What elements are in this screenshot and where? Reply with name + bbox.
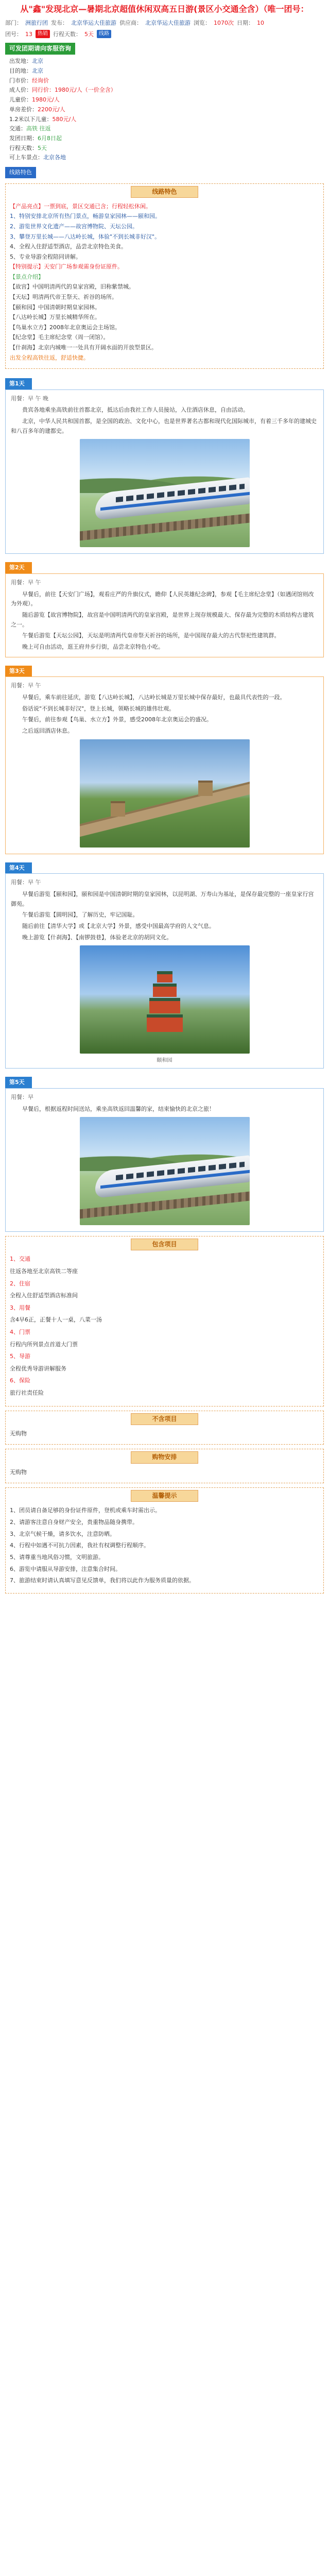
excluded-head: 不含项目 xyxy=(10,1413,319,1425)
date-label: 日期： xyxy=(237,20,254,26)
included-item: 含4早6正，正餐十人一桌，八菜一汤 xyxy=(10,1316,102,1324)
day-paragraph: 之后返回酒店休息。 xyxy=(22,727,73,735)
included-item: 全程入住舒适型酒店标准间 xyxy=(10,1292,78,1299)
included-item: 1、交通 xyxy=(10,1256,30,1263)
info-row: 出发地：北京 xyxy=(9,58,43,65)
included-item: 行程内所列景点首道大门票 xyxy=(10,1341,78,1348)
wall-tower xyxy=(111,801,125,817)
meal-line: 用餐：早 午 xyxy=(11,879,41,886)
info-row: 发团日期：6月8日起 xyxy=(9,134,62,142)
route-feature-bar: 线路特色 xyxy=(5,167,36,178)
day-paragraph: 俗话说"不到长城非好汉"，登上长城，领略长城的雄伟壮观。 xyxy=(22,705,175,712)
info-row: 行程天数：5天 xyxy=(9,144,47,151)
meta-row-1 xyxy=(3,18,326,29)
shopping-box xyxy=(5,1449,324,1483)
code-value: 13 xyxy=(25,30,32,38)
wall-shape xyxy=(80,776,250,838)
included-item: 4、门票 xyxy=(10,1328,30,1335)
day-paragraph: 随后游览【故宫博物院】，故宫是中国明清两代的皇家宫殿，是世界上现存规模最大、保存最为完整的木质结构古建筑之一。 xyxy=(11,612,314,628)
feature-item: 3、攀登万里长城——八达岭长城，体验"不到长城非好汉"。 xyxy=(10,233,161,240)
train-photo xyxy=(80,439,250,547)
day-paragraph: 早餐后游览【颐和园】，颐和园是中国清朝时期的皇家园林，以昆明湖、万寿山为基址，是保存最完整的一座皇家行宫御苑。 xyxy=(11,890,314,907)
meal-line: 用餐：早 午 xyxy=(11,682,41,689)
excluded-box xyxy=(5,1411,324,1445)
info-row: 可上车景点：北京各地 xyxy=(9,154,66,161)
day-paragraph: 午餐后，前往参观【鸟巢、水立方】外景，感受2008年北京奥运会的盛况。 xyxy=(22,716,212,723)
day-paragraph: 午餐后游览【圆明园】，了解历史，牢记国耻。 xyxy=(22,911,138,919)
schedule-notice-bar: 可发团期请向客服咨询 xyxy=(5,43,75,55)
features-head: 线路特色 xyxy=(10,186,319,198)
wall-tower xyxy=(198,781,213,796)
notice-item: 1、团员请自备足够的身份证件原件，登机或乘车时需出示。 xyxy=(10,1507,161,1514)
day-card-2 xyxy=(5,573,324,657)
day-paragraph: 早餐后，前往【天安门广场】，观看庄严的升旗仪式，瞻仰【人民英雄纪念碑】，参观【毛主席纪念堂】（如遇闭馆则改为外观）。 xyxy=(11,590,314,607)
feature-item: 【景点介绍】 xyxy=(10,273,44,280)
dept-label: 部门： xyxy=(5,20,22,26)
day-card-5 xyxy=(5,1088,324,1232)
feature-item: 1、特别安排北京所有热门景点，畅游皇家园林——颐和园。 xyxy=(10,213,161,220)
supplier-label: 供应商： xyxy=(119,20,142,26)
feature-item: 【什刹海】北京内城唯一一处具有开阔水面的开放型景区。 xyxy=(10,344,157,351)
notice-item: 6、游览中请服从导游安排，注意集合时间。 xyxy=(10,1565,121,1572)
included-item: 往返各地至北京高铁二等座 xyxy=(10,1268,78,1275)
day-card-3 xyxy=(5,676,324,854)
feature-item: 【产品亮点】一票到底，景区交通已含；行程轻松休闲。 xyxy=(10,202,151,210)
notice-item: 2、请游客注意自身财产安全，贵重物品随身携带。 xyxy=(10,1518,138,1526)
great-wall-photo xyxy=(80,739,250,848)
day-tab-5[interactable]: 第5天 xyxy=(5,1077,32,1088)
info-row: 门市价：经询价 xyxy=(9,77,49,84)
meta-row-2 xyxy=(3,29,326,40)
meal-line: 用餐：早 午 xyxy=(11,579,41,586)
photo-caption: 颐和园 xyxy=(157,1058,172,1064)
pagoda-level xyxy=(149,998,180,1013)
features-box xyxy=(5,183,324,369)
day-paragraph: 早餐后，乘车前往延庆，游览【八达岭长城】，八达岭长城是万里长城中保存最好，也最具代表性的一段。 xyxy=(22,693,286,701)
included-item: 旅行社责任险 xyxy=(10,1389,44,1396)
publisher-value[interactable]: 北京华运大佳旅游 xyxy=(71,20,116,26)
notice-item: 3、北京气候干燥，请多饮水，注意防晒。 xyxy=(10,1530,115,1537)
feature-item: 【特别提示】天安门广场参观需身份证原件。 xyxy=(10,263,123,270)
day-paragraph: 贵宾各地乘坐高铁前往首都北京，抵达后由我社工作人员接站，入住酒店休息，自由活动。 xyxy=(22,406,249,414)
code-label: 团号： xyxy=(5,30,22,38)
feature-item: 【纪念堂】毛主席纪念堂（周一闭馆）。 xyxy=(10,334,109,341)
feature-item: 【鸟巢水立方】2008年北京奥运会主场馆。 xyxy=(10,324,120,331)
included-box xyxy=(5,1236,324,1406)
info-row: 1.2米以下儿童：580元/人 xyxy=(9,115,77,123)
excluded-text: 无购物 xyxy=(10,1430,27,1437)
day-card-1 xyxy=(5,389,324,554)
pagoda-level xyxy=(147,1014,183,1032)
days-value: 5天 xyxy=(84,30,94,38)
info-row: 交通：高铁 往返 xyxy=(9,125,51,132)
shopping-text: 无购物 xyxy=(10,1468,27,1476)
day-paragraph: 早餐后，根据返程时间送站，乘坐高铁返回温馨的家，结束愉快的北京之旅！ xyxy=(22,1105,215,1112)
route-tag: 线路 xyxy=(97,30,111,38)
feature-item: 4、全程入住舒适型酒店，品尝北京特色美食。 xyxy=(10,243,127,250)
shopping-head: 购物安排 xyxy=(10,1451,319,1463)
included-item: 5、导游 xyxy=(10,1353,30,1360)
publisher-label: 发布： xyxy=(51,20,68,26)
date-value: 10 xyxy=(257,20,264,26)
day-paragraph: 晚上可自由活动，逛王府井步行街，品尝北京特色小吃。 xyxy=(22,643,164,651)
day-paragraph: 北京，中华人民共和国首都，是全国的政治、文化中心，也是世界著名古都和现代化国际城市，有着三千多年的建城史和八百多年的建都史。 xyxy=(11,418,317,434)
hot-tag: 热销 xyxy=(36,30,50,38)
day-paragraph: 随后前往【清华大学】或【北京大学】外景，感受中国最高学府的人文气息。 xyxy=(22,922,215,929)
included-item: 3、用餐 xyxy=(10,1304,30,1311)
notice-box xyxy=(5,1487,324,1594)
pagoda-level xyxy=(153,984,177,997)
day-tab-1[interactable]: 第1天 xyxy=(5,378,32,389)
feature-item: 出发全程高铁往返，舒适快捷。 xyxy=(10,354,89,361)
day-tab-4[interactable]: 第4天 xyxy=(5,862,32,874)
views-label: 浏览： xyxy=(194,20,211,26)
feature-item: 2、游览世界文化遗产——故宫博物院、天坛公园。 xyxy=(10,223,138,230)
day-card-4 xyxy=(5,873,324,1069)
pagoda-shape xyxy=(147,971,183,1033)
notice-item: 5、请尊重当地风俗习惯，文明旅游。 xyxy=(10,1554,104,1561)
dept-value[interactable]: 洲旅行团 xyxy=(25,20,48,26)
pagoda-level xyxy=(157,971,172,982)
day-tab-2[interactable]: 第2天 xyxy=(5,562,32,573)
feature-item: 【故宫】中国明清两代的皇家宫殿，旧称紫禁城。 xyxy=(10,283,134,291)
day-paragraph: 晚上游览【什刹海】、【南锣鼓巷】，体验老北京的胡同文化。 xyxy=(22,934,172,941)
info-row: 目的地：北京 xyxy=(9,67,43,75)
included-item: 2、住宿 xyxy=(10,1280,30,1287)
info-row: 单房差价：2200元/人 xyxy=(9,106,65,113)
page-title: 从"鑫"发现北京—暑期北京超值休闲双高五日游(景区小交通全含）（唯一团号： xyxy=(20,4,309,14)
notice-item: 4、行程中如遇不可抗力因素，我社有权调整行程顺序。 xyxy=(10,1542,149,1549)
page-footer-space xyxy=(3,1598,326,1606)
info-block xyxy=(3,56,326,166)
included-item: 全程优秀导游讲解服务 xyxy=(10,1365,66,1372)
feature-item: 5、专业导游全程陪同讲解。 xyxy=(10,253,81,260)
meal-line: 用餐：早 xyxy=(11,1093,33,1100)
feature-item: 【颐和园】中国清朝时期皇家园林。 xyxy=(10,303,100,311)
feature-item: 【天坛】明清两代帝王祭天、祈谷的场所。 xyxy=(10,294,117,301)
day-paragraph: 午餐后游览【天坛公园】，天坛是明清两代皇帝祭天祈谷的场所，是中国现存最大的古代祭祀性建筑群。 xyxy=(22,632,280,639)
info-row: 成人价：同行价：1980元/人（一价全含） xyxy=(9,87,116,94)
notice-item: 7、旅游结束时请认真填写意见反馈单，我们将以此作为服务质量的依据。 xyxy=(10,1577,195,1584)
supplier-value[interactable]: 北京华运大佳旅游 xyxy=(145,20,191,26)
info-row: 儿童价：1980元/人 xyxy=(9,96,60,104)
included-item: 6、保险 xyxy=(10,1377,30,1384)
meal-line: 用餐：早 午 晚 xyxy=(11,395,48,402)
summer-palace-photo xyxy=(80,945,250,1054)
views-value: 1070次 xyxy=(214,20,234,26)
train-photo xyxy=(80,1117,250,1225)
days-label: 行程天数： xyxy=(53,30,81,38)
included-head: 包含项目 xyxy=(10,1239,319,1250)
feature-item: 【八达岭长城】万里长城精华所在。 xyxy=(10,314,100,321)
day-tab-3[interactable]: 第3天 xyxy=(5,666,32,677)
notice-head: 温馨提示 xyxy=(10,1490,319,1502)
